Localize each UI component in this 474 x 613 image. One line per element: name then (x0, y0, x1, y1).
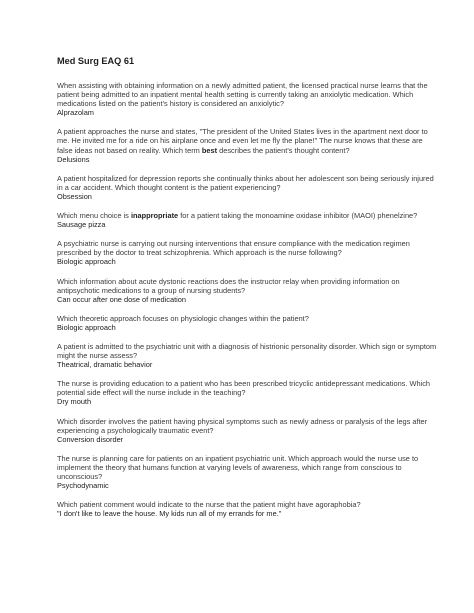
document-page (57, 56, 437, 528)
question-text: Which menu choice is inappropriate for a patient taking the monoamine oxidase inhibitor (MAOI) phenelzine? (57, 211, 418, 221)
question-block (57, 314, 437, 332)
question-block (57, 379, 437, 406)
question-text: The nurse is planning care for patients on an inpatient psychiatric unit. Which approach would the nurse use to implement the theory that humans function at varying levels of awareness, which range from conscious to unconscious? (57, 453, 419, 481)
answer-text: Alprazolam (57, 108, 94, 118)
question-text: A patient hospitalized for depression reports she continually thinks about her adolescent son being seriously injured in a car accident. Which thought content is the patient experiencing? (57, 173, 434, 192)
question-block (57, 342, 437, 369)
question-block (57, 81, 437, 117)
answer-text: Can occur after one dose of medication (57, 294, 187, 304)
document-title: Med Surg EAQ 61 (57, 56, 135, 66)
answer-text: Delusions (57, 154, 90, 164)
answer-text: Obsession (57, 191, 92, 201)
question-block (57, 127, 437, 163)
question-text: A patient is admitted to the psychiatric unit with a diagnosis of histrionic personality disorder. Which sign or symptom might the nurse assess? (57, 341, 437, 361)
answer-text: "I don't like to leave the house. My kids run all of my errands for me." (57, 509, 282, 519)
question-text: When assisting with obtaining information on a newly admitted patient, the licensed practical nurse learns that the patient being admitted to an inpatient mental health setting is currently taking an anxiolytic medication. Which medications listed on the patient's history is considered an anxiolytic? (57, 81, 428, 109)
question-text: Which disorder involves the patient having physical symptoms such as newly adness or paralysis of the legs after experiencing a psychologically traumatic event? (57, 416, 428, 435)
emphasis: inappropriate (130, 211, 179, 221)
answer-text: Theatrical, dramatic behavior (57, 360, 153, 370)
answer-text: Dry mouth (57, 397, 92, 407)
question-text: Which theoretic approach focuses on physiologic changes within the patient? (57, 313, 309, 323)
answer-text: Biologic approach (57, 257, 116, 267)
question-block (57, 174, 437, 201)
question-block (57, 239, 437, 266)
emphasis: best (201, 145, 218, 155)
question-block (57, 277, 437, 304)
question-block (57, 500, 437, 518)
question-block (57, 454, 437, 490)
answer-text: Psychodynamic (57, 481, 109, 491)
answer-text: Sausage pizza (57, 220, 106, 230)
question-block (57, 211, 437, 229)
question-block (57, 417, 437, 444)
answer-text: Biologic approach (57, 322, 116, 332)
question-text: Which information about acute dystonic reactions does the instructor relay when providing information on antipsychotic medications to a group of nursing students? (57, 276, 400, 295)
question-text: A patient approaches the nurse and states, "The president of the United States lives in the apartment next door to me. He invited me for a ride on his airplane once and even let me fly the plane!" The nurse knows that these are false ideas not based on reality. Which term best describes the patient's thought content? (57, 127, 428, 155)
question-text: A psychiatric nurse is carrying out nursing interventions that ensure compliance with the medication regimen prescribed by the doctor to treat schizophrenia. Which approach is the nurse following? (57, 239, 410, 258)
answer-text: Conversion disorder (57, 434, 124, 444)
question-text: The nurse is providing education to a patient who has been prescribed tricyclic antidepressant medications. Which potential side effect will the nurse include in the teaching? (57, 379, 431, 398)
question-text: Which patient comment would indicate to the nurse that the patient might have agoraphobia? (57, 500, 361, 510)
